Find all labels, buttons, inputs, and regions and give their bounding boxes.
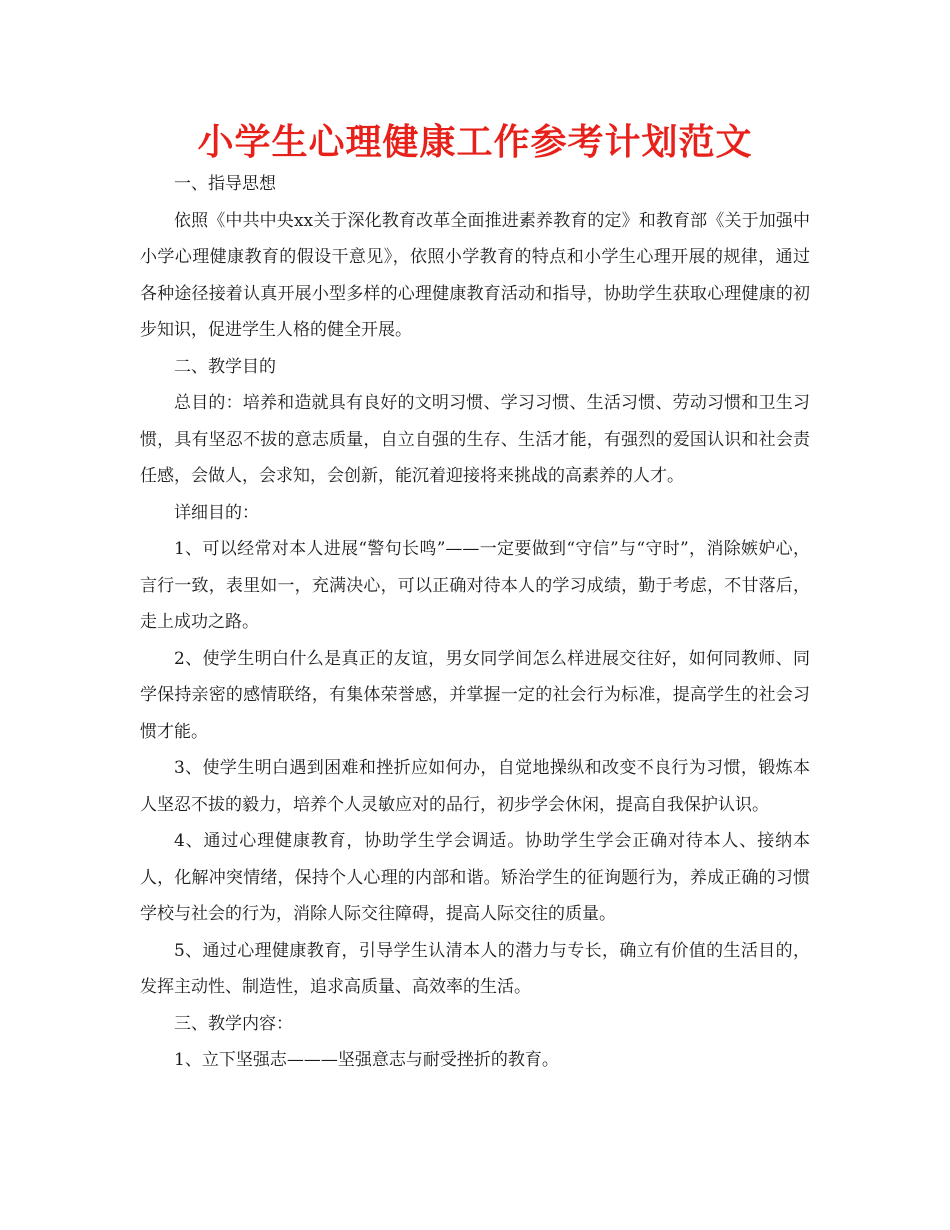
paragraph-guiding-thought: 依照《中共中央xx关于深化教育改革全面推进素养教育的定》和教育部《关于加强中小学心理健康教育的假设干意见》，依照小学教育的特点和小学生心理开展的规律，通过各种途径接着认真开展小型多样的心理健康教育活动和指导，协助学生获取心理健康的初步知识，促进学生人格的健全开展。: [140, 210, 810, 340]
paragraph-goal-5: 5、通过心理健康教育，引导学生认清本人的潜力与专长，确立有价值的生活目的，发挥主动性、制造性，追求高质量、高效率的生活。: [140, 940, 810, 997]
paragraph-content-1: 1、立下坚强志———坚强意志与耐受挫折的教育。: [174, 1050, 559, 1070]
section-heading-teaching-content: 三、教学内容：: [174, 1013, 293, 1034]
paragraph-goal-4: 4、通过心理健康教育，协助学生学会调适。协助学生学会正确对待本人、接纳本人，化解冲突情绪，保持个人心理的内部和谐。矫治学生的征询题行为，养成正确的习惯学校与社会的行为，消除人际交往障碍，提高人际交往的质量。: [140, 831, 810, 924]
section-heading-guiding-thought: 一、指导思想: [174, 174, 276, 194]
paragraph-goal-3: 3、使学生明白遇到困难和挫折应如何办，自觉地操纵和改变不良行为习惯，锻炼本人坚忍不拔的毅力，培养个人灵敏应对的品行，初步学会休闲，提高自我保护认识。: [140, 758, 810, 815]
paragraph-detailed-goals-label: 详细目的：: [174, 502, 259, 523]
paragraph-overall-goal: 总目的：培养和造就具有良好的文明习惯、学习习惯、生活习惯、劳动习惯和卫生习惯，具有坚忍不拔的意志质量，自立自强的生存、生活才能，有强烈的爱国认识和社会责任感，会做人，会求知，会创新，能沉着迎接将来挑战的高素养的人才。: [140, 393, 810, 486]
document-body: [140, 166, 810, 1079]
paragraph-goal-1: 1、可以经常对本人进展“警句长鸣”——一定要做到“守信”与“守时”，消除嫉妒心，言行一致，表里如一，充满决心，可以正确对待本人的学习成绩，勤于考虑，不甘落后，走上成功之路。: [140, 539, 810, 632]
section-heading-teaching-goals: 二、教学目的: [174, 356, 276, 377]
paragraph-goal-2: 2、使学生明白什么是真正的友谊，男女同学间怎么样进展交往好，如何同教师、同学保持亲密的感情联络，有集体荣誉感，并掌握一定的社会行为标准，提高学生的社会习惯才能。: [140, 648, 810, 742]
document-title: 小学生心理健康工作参考计划范文: [197, 122, 753, 163]
